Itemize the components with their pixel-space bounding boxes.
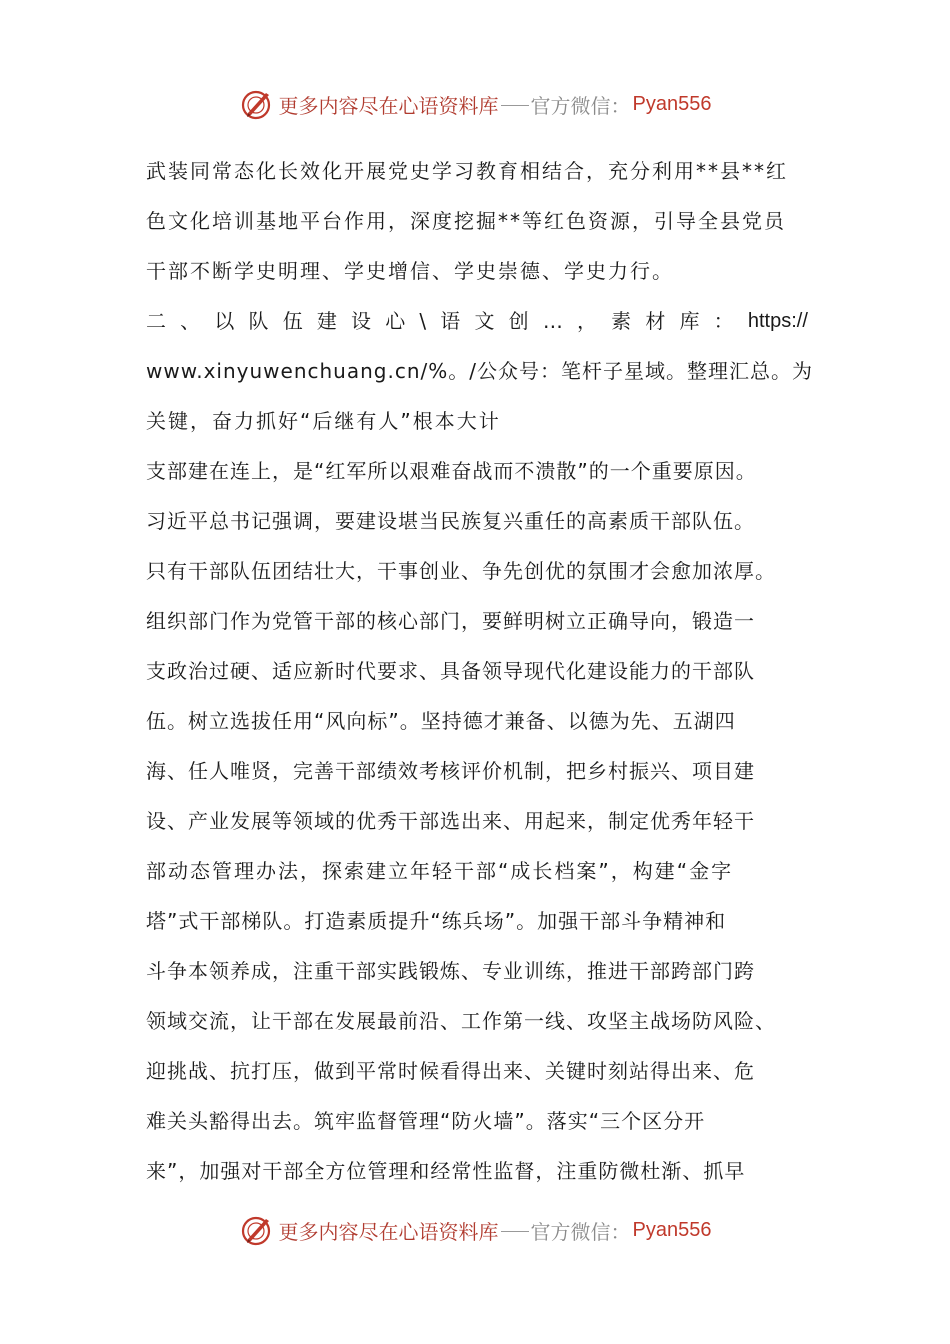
banner-wechat-label: 官方微信：	[530, 93, 631, 118]
document-body	[146, 146, 826, 1196]
heading-char: 语	[440, 309, 461, 333]
body-line: 塔”式干部梯队。打造素质提升“练兵场”。加强干部斗争精神和	[146, 909, 727, 933]
banner-title: 更多内容尽在心语资料库	[278, 93, 499, 118]
heading-char: 设	[351, 309, 372, 333]
heading-char: 以	[214, 309, 235, 333]
heading-char: 伍	[282, 309, 303, 333]
heading-char: 建	[316, 309, 337, 333]
heading-char: …	[542, 309, 563, 333]
heading-char: 材	[645, 309, 666, 333]
heading-char: \	[419, 309, 427, 333]
heading-char: 、	[180, 309, 201, 333]
pen-logo-icon	[239, 86, 275, 122]
body-line: 来”，加强对干部全方位管理和经常性监督，注重防微杜渐、抓早	[146, 1159, 746, 1183]
body-line-url: www.xinyuwenchuang.cn/%。/公众号：笔杆子星域。整理汇总。为	[146, 359, 813, 383]
body-line: 迎挑战、抗打压，做到平常时候看得出来、关键时刻站得出来、危	[146, 1059, 755, 1083]
heading-url: https://	[747, 310, 808, 332]
body-line: 伍。树立选拔任用“风向标”。坚持德才兼备、以德为先、五湖四	[146, 709, 736, 733]
banner-dash	[501, 105, 529, 106]
banner-wechat-label: 官方微信：	[530, 1219, 631, 1244]
banner-wechat-id: Pyan556	[632, 92, 712, 115]
heading-char: 库	[679, 309, 700, 333]
footer-watermark-banner	[0, 1208, 950, 1252]
banner-title: 更多内容尽在心语资料库	[278, 1219, 499, 1244]
body-line: 部动态管理办法，探索建立年轻干部“成长档案”，构建“金字	[146, 859, 734, 883]
body-line: 武装同常态化长效化开展党史学习教育相结合，充分利用**县**红	[146, 159, 788, 183]
heading-char: 素	[611, 309, 632, 333]
body-line: 习近平总书记强调，要建设堪当民族复兴重任的高素质干部队伍。	[146, 509, 755, 533]
banner-dash	[501, 1231, 529, 1232]
body-line: 支部建在连上，是“红军所以艰难奋战而不溃散”的一个重要原因。	[146, 459, 757, 483]
body-line: 关键，奋力抓好“后继有人”根本大计	[146, 409, 501, 433]
section-heading-line	[146, 296, 808, 346]
body-line: 组织部门作为党管干部的核心部门，要鲜明树立正确导向，锻造一	[146, 609, 755, 633]
body-line: 干部不断学史明理、学史增信、学史崇德、学史力行。	[146, 259, 674, 283]
heading-char: 队	[248, 309, 269, 333]
header-watermark-banner	[0, 82, 950, 126]
body-line: 设、产业发展等领域的优秀干部选出来、用起来，制定优秀年轻干	[146, 809, 755, 833]
banner-wechat-id: Pyan556	[632, 1218, 712, 1241]
heading-char: ：	[713, 309, 734, 333]
body-line: 难关头豁得出去。筑牢监督管理“防火墙”。落实“三个区分开	[146, 1109, 706, 1133]
body-line: 斗争本领养成，注重干部实践锻炼、专业训练，推进干部跨部门跨	[146, 959, 755, 983]
heading-char: 创	[508, 309, 529, 333]
body-line: 只有干部队伍团结壮大，干事创业、争先创优的氛围才会愈加浓厚。	[146, 559, 776, 583]
heading-char: 二	[146, 309, 166, 333]
pen-logo-icon	[239, 1212, 275, 1248]
body-line: 海、任人唯贤，完善干部绩效考核评价机制，把乡村振兴、项目建	[146, 759, 755, 783]
heading-char: ，	[576, 309, 597, 333]
heading-char: 心	[385, 309, 406, 333]
body-line: 色文化培训基地平台作用，深度挖掘**等红色资源，引导全县党员	[146, 209, 786, 233]
body-line: 领域交流，让干部在发展最前沿、工作第一线、攻坚主战场防风险、	[146, 1009, 776, 1033]
body-line: 支政治过硬、适应新时代要求、具备领导现代化建设能力的干部队	[146, 659, 755, 683]
heading-char: 文	[474, 309, 495, 333]
